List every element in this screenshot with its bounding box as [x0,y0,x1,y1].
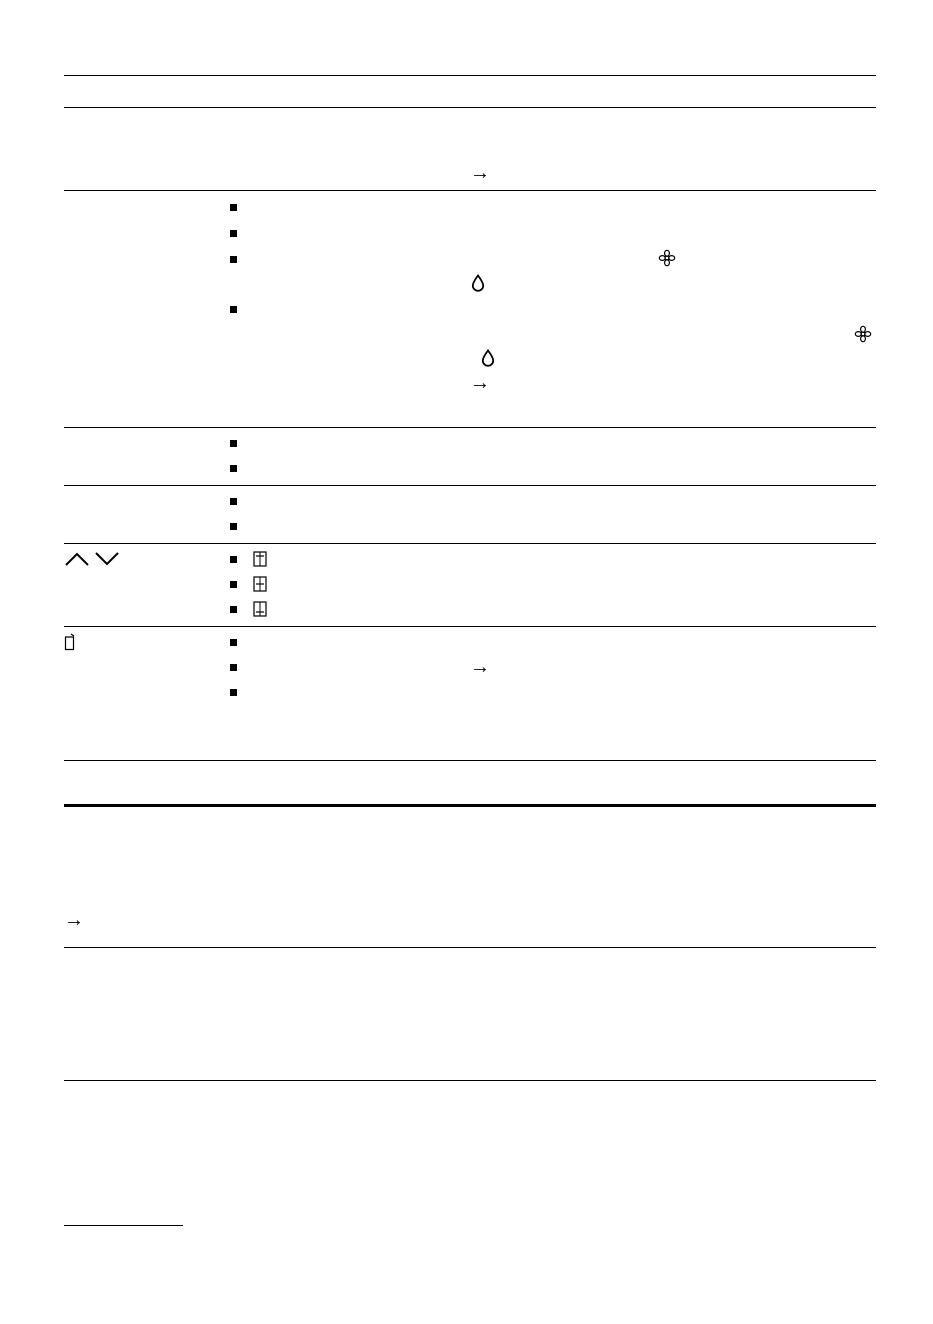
fan-icon [658,249,676,267]
square-bullet-icon [230,689,237,696]
door-icon [64,633,76,651]
table-header-rule [64,107,876,108]
square-bullet-icon [230,639,237,646]
row-divider-3 [64,485,876,486]
chevron-down-icon [94,550,120,568]
row-divider-1 [64,190,876,191]
chevron-up-icon [64,550,90,568]
fan-icon [854,325,872,343]
shelf-level-icon [253,601,267,617]
square-bullet-icon [230,440,237,447]
right-arrow-icon: → [470,162,490,184]
shelf-level-icon [253,576,267,592]
square-bullet-icon [230,204,237,211]
square-bullet-icon [230,256,237,263]
right-arrow-icon: → [470,656,490,678]
footnote-rule [64,1225,183,1226]
row-divider-6 [64,760,876,761]
square-bullet-icon [230,606,237,613]
row-divider-4 [64,543,876,544]
row-divider-5 [64,626,876,627]
shelf-level-icon [253,551,267,567]
square-bullet-icon [230,664,237,671]
square-bullet-icon [230,465,237,472]
row-divider-2 [64,427,876,428]
table-top-rule [64,75,876,76]
water-drop-icon [471,274,485,292]
square-bullet-icon [230,498,237,505]
square-bullet-icon [230,523,237,530]
square-bullet-icon [230,230,237,237]
right-arrow-icon: → [470,372,490,394]
water-drop-icon [481,349,495,367]
square-bullet-icon [230,306,237,313]
table-bottom-rule [64,804,876,807]
square-bullet-icon [230,581,237,588]
right-arrow-icon: → [64,909,84,931]
section-divider-1 [64,947,876,948]
section-divider-2 [64,1080,876,1081]
square-bullet-icon [230,556,237,563]
